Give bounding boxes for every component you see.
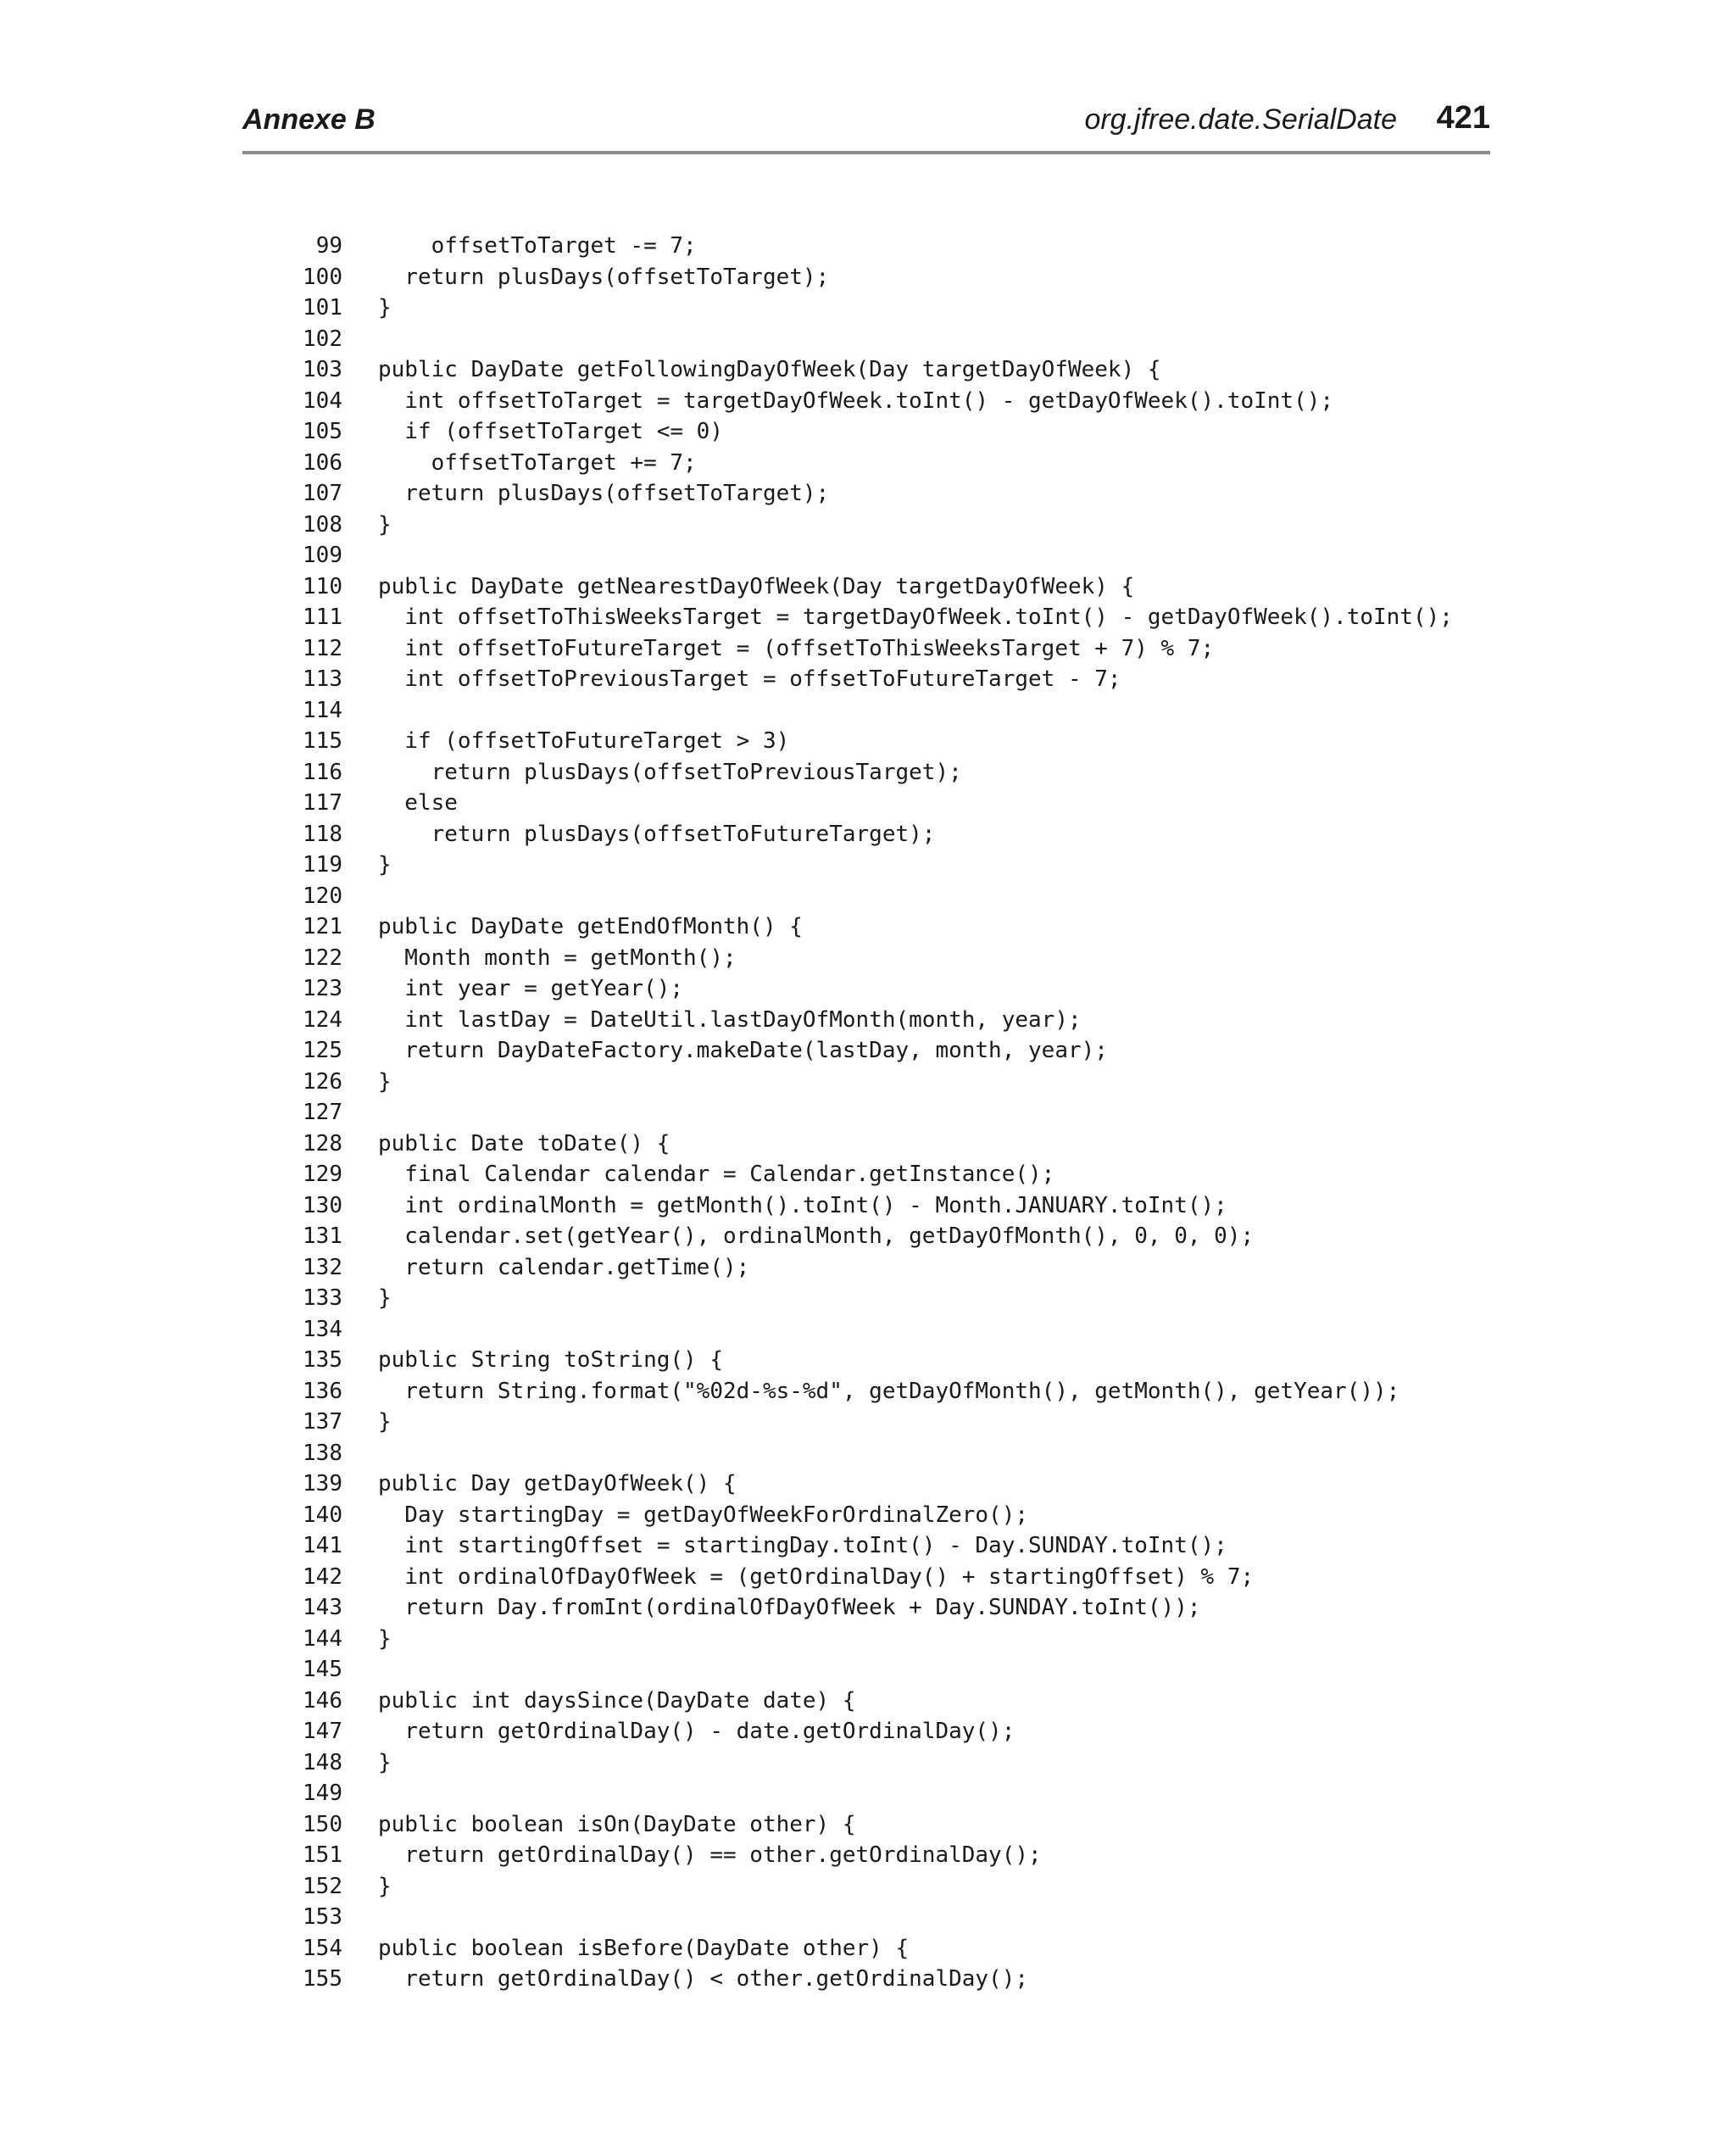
- code-text: int lastDay = DateUtil.lastDayOfMonth(month, year);: [378, 1006, 1082, 1033]
- code-text: [342, 540, 378, 571]
- code-line: [288, 850, 1492, 881]
- code-text: offsetToTarget += 7;: [378, 449, 697, 476]
- code-line: [288, 1252, 1492, 1284]
- code-line: [288, 1376, 1492, 1407]
- code-line: [288, 1530, 1492, 1562]
- line-number: 121: [303, 914, 342, 939]
- code-text: [342, 1097, 378, 1129]
- code-line: [288, 1964, 1492, 1995]
- code-line: [288, 1035, 1492, 1067]
- page-number: 421: [1436, 100, 1490, 136]
- code-line: [288, 726, 1492, 757]
- line-number: 123: [303, 976, 342, 1001]
- line-number: 133: [303, 1285, 342, 1311]
- line-number: 143: [303, 1595, 342, 1620]
- code-text: public DayDate getFollowingDayOfWeek(Day targetDayOfWeek) {: [378, 357, 1161, 382]
- line-number: 122: [303, 945, 342, 971]
- code-text: }: [378, 1749, 392, 1775]
- code-line: [288, 1686, 1492, 1717]
- line-number: 116: [303, 759, 342, 785]
- code-line: [288, 973, 1492, 1005]
- code-line: [288, 1871, 1492, 1903]
- line-number: 101: [303, 295, 342, 320]
- code-line: [288, 1190, 1492, 1222]
- code-line: [288, 1778, 1492, 1809]
- line-number: 126: [303, 1068, 342, 1095]
- code-text: }: [378, 295, 392, 320]
- code-text: int startingOffset = startingDay.toInt() - Day.SUNDAY.toInt();: [378, 1533, 1227, 1558]
- code-line: [288, 1840, 1492, 1871]
- code-text: [342, 1654, 378, 1686]
- code-text: int ordinalOfDayOfWeek = (getOrdinalDay() + startingOffset) % 7;: [378, 1563, 1255, 1590]
- code-line: [288, 571, 1492, 603]
- line-number: 136: [303, 1378, 342, 1404]
- running-title: org.jfree.date.SerialDate: [1084, 103, 1397, 136]
- code-line: [288, 1933, 1492, 1964]
- code-text: [342, 1438, 378, 1469]
- line-number: 125: [303, 1038, 342, 1063]
- code-text: return String.format("%02d-%s-%d", getDayOfMonth(), getMonth(), getYear());: [378, 1378, 1400, 1404]
- section-label: Annexe B: [242, 103, 376, 136]
- line-number: 142: [303, 1563, 342, 1590]
- code-text: [342, 1314, 378, 1346]
- code-text: calendar.set(getYear(), ordinalMonth, getDayOfMonth(), 0, 0, 0);: [378, 1223, 1255, 1249]
- code-line: [288, 1129, 1492, 1160]
- code-line: [288, 1902, 1492, 1933]
- line-number: 100: [303, 264, 342, 290]
- line-number: 108: [303, 511, 342, 538]
- code-text: }: [378, 1625, 392, 1652]
- line-number: 145: [303, 1657, 342, 1682]
- line-number: 144: [303, 1625, 342, 1652]
- header-rule: [242, 151, 1490, 154]
- code-text: [342, 695, 378, 727]
- code-line: [288, 354, 1492, 386]
- code-line: [288, 664, 1492, 695]
- code-text: Day startingDay = getDayOfWeekForOrdinalZero();: [378, 1502, 1029, 1528]
- code-text: }: [378, 1285, 392, 1311]
- line-number: 105: [303, 419, 342, 444]
- code-line: [288, 448, 1492, 479]
- code-line: [288, 416, 1492, 448]
- code-line: [288, 819, 1492, 850]
- code-line: [288, 757, 1492, 789]
- line-number: 140: [303, 1502, 342, 1528]
- line-number: 127: [303, 1100, 342, 1125]
- code-text: if (offsetToTarget <= 0): [378, 419, 723, 444]
- line-number: 131: [303, 1223, 342, 1249]
- code-text: public Day getDayOfWeek() {: [378, 1471, 737, 1496]
- code-line: [288, 478, 1492, 510]
- code-text: int year = getYear();: [378, 976, 684, 1001]
- code-text: return getOrdinalDay() - date.getOrdinalDay();: [378, 1719, 1015, 1744]
- code-text: int offsetToPreviousTarget = offsetToFutureTarget - 7;: [378, 666, 1121, 692]
- line-number: 130: [303, 1192, 342, 1218]
- code-listing: [288, 231, 1492, 1995]
- code-line: [288, 293, 1492, 324]
- line-number: 112: [303, 635, 342, 661]
- code-line: [288, 1159, 1492, 1190]
- code-text: final Calendar calendar = Calendar.getInstance();: [378, 1162, 1055, 1187]
- code-line: [288, 1500, 1492, 1531]
- code-line: [288, 1624, 1492, 1655]
- code-text: public boolean isOn(DayDate other) {: [378, 1811, 856, 1837]
- code-line: [288, 1097, 1492, 1129]
- code-line: [288, 1283, 1492, 1314]
- code-text: int ordinalMonth = getMonth().toInt() - Month.JANUARY.toInt();: [378, 1192, 1227, 1218]
- code-text: if (offsetToFutureTarget > 3): [378, 728, 790, 754]
- line-number: 107: [303, 481, 342, 506]
- line-number: 132: [303, 1254, 342, 1280]
- line-number: 124: [303, 1006, 342, 1033]
- code-line: [288, 1654, 1492, 1686]
- line-number: 102: [303, 326, 342, 352]
- code-line: [288, 943, 1492, 974]
- code-line: [288, 602, 1492, 633]
- code-text: public String toString() {: [378, 1347, 723, 1373]
- code-text: }: [378, 511, 392, 538]
- line-number: 117: [303, 790, 342, 816]
- code-text: public DayDate getNearestDayOfWeek(Day targetDayOfWeek) {: [378, 573, 1135, 599]
- code-text: int offsetToTarget = targetDayOfWeek.toInt() - getDayOfWeek().toInt();: [378, 387, 1334, 414]
- line-number: 154: [303, 1935, 342, 1961]
- code-text: int offsetToFutureTarget = (offsetToThisWeeksTarget + 7) % 7;: [378, 635, 1215, 661]
- line-number: 137: [303, 1409, 342, 1435]
- code-text: offsetToTarget -= 7;: [378, 233, 697, 259]
- line-number: 111: [303, 605, 342, 630]
- line-number: 103: [303, 357, 342, 382]
- line-number: 110: [303, 573, 342, 599]
- line-number: 149: [303, 1781, 342, 1806]
- code-text: return Day.fromInt(ordinalOfDayOfWeek + Day.SUNDAY.toInt());: [378, 1595, 1201, 1620]
- line-number: 106: [303, 449, 342, 476]
- code-line: [288, 510, 1492, 541]
- line-number: 141: [303, 1533, 342, 1558]
- code-text: return plusDays(offsetToFutureTarget);: [378, 821, 936, 847]
- code-line: [288, 1314, 1492, 1346]
- code-line: [288, 1716, 1492, 1747]
- code-text: public boolean isBefore(DayDate other) {: [378, 1935, 910, 1961]
- line-number: 138: [303, 1440, 342, 1466]
- line-number: 147: [303, 1719, 342, 1744]
- code-text: [342, 324, 378, 355]
- line-number: 152: [303, 1873, 342, 1899]
- line-number: 148: [303, 1749, 342, 1775]
- code-text: public int daysSince(DayDate date) {: [378, 1687, 856, 1714]
- line-number: 135: [303, 1347, 342, 1373]
- line-number: 118: [303, 821, 342, 847]
- line-number: 139: [303, 1471, 342, 1496]
- line-number: 109: [303, 543, 342, 568]
- code-line: [288, 1407, 1492, 1438]
- code-text: return getOrdinalDay() == other.getOrdinalDay();: [378, 1842, 1042, 1868]
- code-text: }: [378, 1409, 392, 1435]
- code-text: public Date toDate() {: [378, 1130, 670, 1156]
- code-line: [288, 1067, 1492, 1098]
- code-text: }: [378, 852, 392, 878]
- code-line: [288, 1468, 1492, 1500]
- code-text: int offsetToThisWeeksTarget = targetDayOfWeek.toInt() - getDayOfWeek().toInt();: [378, 605, 1453, 630]
- code-line: [288, 1747, 1492, 1779]
- line-number: 134: [303, 1316, 342, 1342]
- code-text: Month month = getMonth();: [378, 945, 737, 971]
- code-text: public DayDate getEndOfMonth() {: [378, 914, 803, 939]
- code-text: return DayDateFactory.makeDate(lastDay, month, year);: [378, 1038, 1108, 1063]
- code-text: [342, 1902, 378, 1933]
- line-number: 104: [303, 387, 342, 414]
- line-number: 153: [303, 1904, 342, 1930]
- code-line: [288, 540, 1492, 571]
- code-line: [288, 911, 1492, 943]
- code-text: [342, 881, 378, 912]
- line-number: 155: [303, 1966, 342, 1992]
- code-text: }: [378, 1068, 392, 1095]
- code-text: [342, 1778, 378, 1809]
- code-line: [288, 324, 1492, 355]
- code-line: [288, 231, 1492, 262]
- line-number: 119: [303, 852, 342, 878]
- line-number: 146: [303, 1687, 342, 1714]
- line-number: 115: [303, 728, 342, 754]
- code-text: else: [378, 790, 458, 816]
- line-number: 99: [315, 233, 342, 259]
- code-line: [288, 788, 1492, 819]
- code-line: [288, 1592, 1492, 1624]
- code-line: [288, 1221, 1492, 1252]
- code-line: [288, 633, 1492, 665]
- line-number: 151: [303, 1842, 342, 1868]
- code-text: return plusDays(offsetToTarget);: [378, 481, 830, 506]
- code-line: [288, 1809, 1492, 1841]
- code-line: [288, 695, 1492, 727]
- line-number: 150: [303, 1811, 342, 1837]
- line-number: 120: [303, 883, 342, 909]
- code-line: [288, 881, 1492, 912]
- code-text: return plusDays(offsetToTarget);: [378, 264, 830, 290]
- line-number: 128: [303, 1130, 342, 1156]
- page-header: [242, 100, 1490, 148]
- code-text: return calendar.getTime();: [378, 1254, 750, 1280]
- code-line: [288, 262, 1492, 293]
- code-line: [288, 1345, 1492, 1376]
- line-number: 129: [303, 1162, 342, 1187]
- code-text: }: [378, 1873, 392, 1899]
- code-text: return getOrdinalDay() < other.getOrdinalDay();: [378, 1966, 1029, 1992]
- code-line: [288, 1005, 1492, 1036]
- code-text: return plusDays(offsetToPreviousTarget);: [378, 759, 962, 785]
- code-line: [288, 1438, 1492, 1469]
- line-number: 113: [303, 666, 342, 692]
- code-line: [288, 386, 1492, 417]
- line-number: 114: [303, 697, 342, 723]
- code-line: [288, 1562, 1492, 1593]
